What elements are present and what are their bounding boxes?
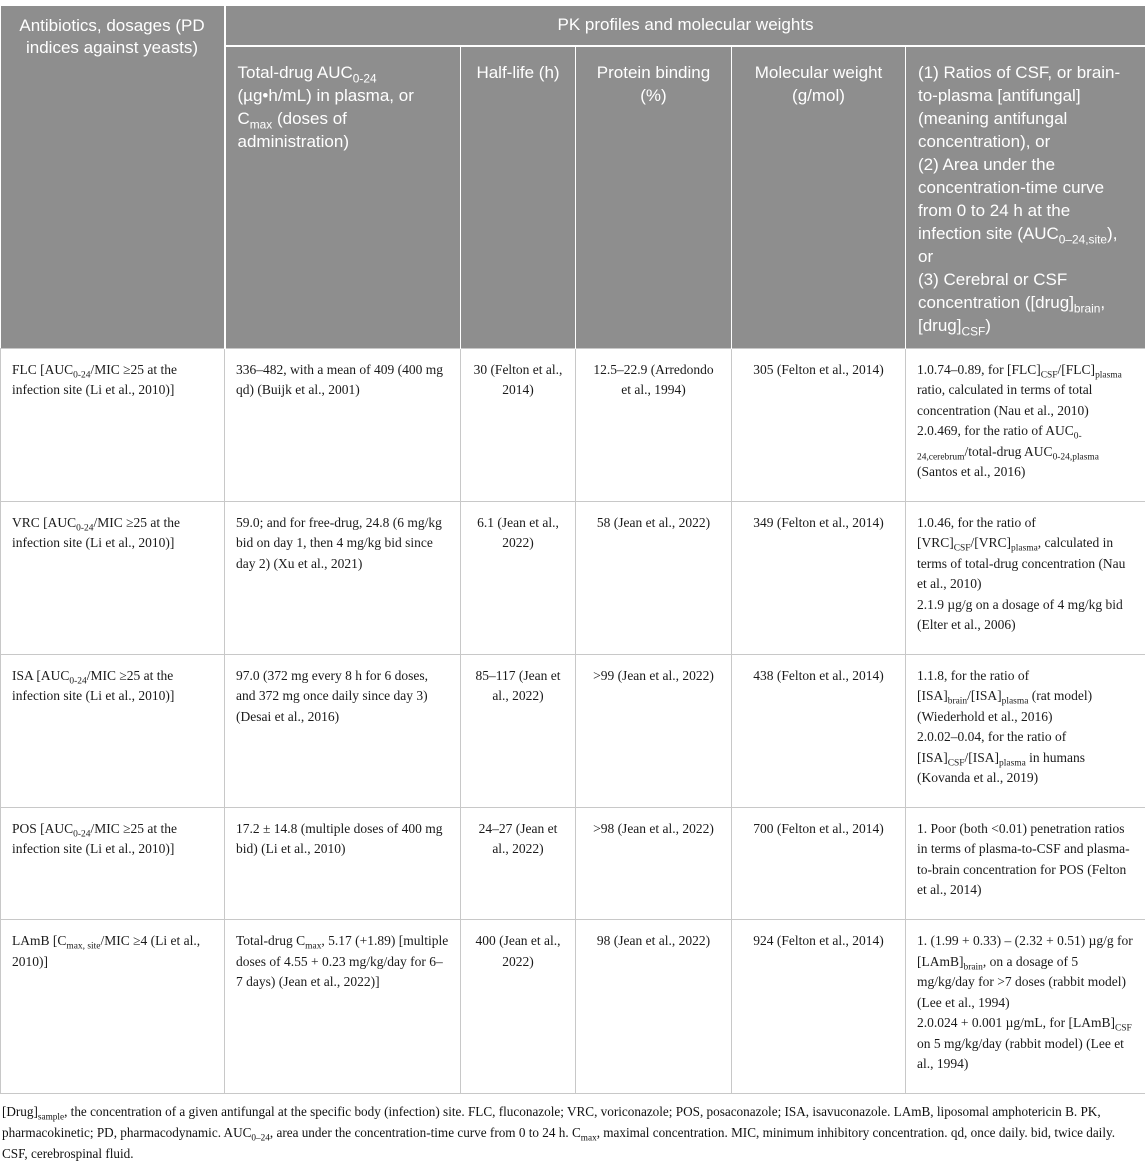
cell-auc: 17.2 ± 14.8 (multiple doses of 400 mg bid) (Li et al., 2010) xyxy=(225,807,461,919)
header-csf-brain-ratios: (1) Ratios of CSF, or brain-to-plasma [antifungal] (meaning antifungal concentration), or (2) Area under the concentration-time curve from 0 to 24 h at the infection site $(AUC_{0-24,site})$, or (3) Cerebral or CSF concentration ($[drug]_{brain}$, $[drug]_{CSF}$) xyxy=(906,46,1145,348)
cell-half-life: 400 (Jean et al., 2022) xyxy=(461,919,576,1093)
cell-molecular-weight: 305 (Felton et al., 2014) xyxy=(732,348,906,501)
header-group-pk-profiles: PK profiles and molecular weights xyxy=(225,6,1145,46)
header-molecular-weight: Molecular weight (g/mol) xyxy=(732,46,906,348)
cell-half-life: 6.1 (Jean et al., 2022) xyxy=(461,501,576,654)
cell-protein-binding: 58 (Jean et al., 2022) xyxy=(576,501,732,654)
table-row-vrc xyxy=(1,501,1145,654)
cell-molecular-weight: 349 (Felton et al., 2014) xyxy=(732,501,906,654)
cell-protein-binding: >98 (Jean et al., 2022) xyxy=(576,807,732,919)
header-total-drug-auc: Total-drug $AUC_{0-24}$ (µg•h/mL) in plasma, or $C_{max}$ (doses of administration) xyxy=(225,46,461,348)
cell-ratios: 1.0.46, for the ratio of $[VRC]_{CSF}/[VRC]_{plasma}$, calculated in terms of total-drug concentration (Nau et al., 2010) 2.1.9 µg/g on a dosage of 4 mg/kg bid (Elter et al., 2006) xyxy=(906,501,1145,654)
table-body xyxy=(1,348,1145,1093)
table-footnote: $[Drug]_{sample}$, the concentration of a given antifungal at the specific body (infection) site. FLC, fluconazole; VRC, voriconazole; POS, posaconazole; ISA, isavuconazole. LAmB, liposomal amphotericin B. PK, pharmacokinetic; PD, pharmacodynamic. $AUC_{0-24}$, area under the concentration-time curve from 0 to 24 h. $C_{max}$, maximal concentration. MIC, minimum inhibitory concentration. qd, once daily. bid, twice daily. CSF, cerebrospinal fluid. xyxy=(2,1101,1143,1174)
pk-profiles-table xyxy=(0,6,1145,1094)
cell-protein-binding: 98 (Jean et al., 2022) xyxy=(576,919,732,1093)
cell-ratios: 1.0.74–0.89, for $[FLC]_{CSF}/[FLC]_{plasma}$ ratio, calculated in terms of total concentration (Nau et al., 2010) 2.0.469, for the ratio of $AUC_{0-24,cerebrum}/total$-drug $AUC_{0-24,plasma}$ (Santos et al., 2016) xyxy=(906,348,1145,501)
cell-drug: POS [$AUC_{0-24}$/MIC ≥25 at the infection site (Li et al., 2010)] xyxy=(1,807,225,919)
cell-ratios: 1.1.8, for the ratio of $[ISA]_{brain}/[ISA]_{plasma}$ (rat model) (Wiederhold et al., 2016) 2.0.02–0.04, for the ratio of $[ISA]_{CSF}/[ISA]_{plasma}$ in humans (Kovanda et al., 2019) xyxy=(906,654,1145,807)
cell-drug: ISA [$AUC_{0-24}$/MIC ≥25 at the infection site (Li et al., 2010)] xyxy=(1,654,225,807)
cell-drug: VRC [$AUC_{0-24}$/MIC ≥25 at the infection site (Li et al., 2010)] xyxy=(1,501,225,654)
cell-half-life: 24–27 (Jean et al., 2022) xyxy=(461,807,576,919)
cell-protein-binding: >99 (Jean et al., 2022) xyxy=(576,654,732,807)
cell-ratios: 1. (1.99 + 0.33) – (2.32 + 0.51) µg/g for $[LAmB]_{brain}$, on a dosage of 5 mg/kg/day for >7 doses (rabbit model) (Lee et al., 1994) 2.0.024 + 0.001 µg/mL, for $[LAmB]_{CSF}$ on 5 mg/kg/day (rabbit model) (Lee et al., 1994) xyxy=(906,919,1145,1093)
table-header xyxy=(1,6,1145,348)
cell-auc: 59.0; and for free-drug, 24.8 (6 mg/kg bid on day 1, then 4 mg/kg bid since day 2) (Xu et al., 2021) xyxy=(225,501,461,654)
cell-half-life: 30 (Felton et al., 2014) xyxy=(461,348,576,501)
table-row-flc xyxy=(1,348,1145,501)
cell-ratios: 1. Poor (both <0.01) penetration ratios in terms of plasma-to-CSF and plasma-to-brain concentration for POS (Felton et al., 2014) xyxy=(906,807,1145,919)
cell-molecular-weight: 924 (Felton et al., 2014) xyxy=(732,919,906,1093)
cell-auc: 336–482, with a mean of 409 (400 mg qd) (Buijk et al., 2001) xyxy=(225,348,461,501)
cell-drug: LAmB [$C_{max, site}$/MIC ≥4 (Li et al., 2010)] xyxy=(1,919,225,1093)
cell-half-life: 85–117 (Jean et al., 2022) xyxy=(461,654,576,807)
header-group-row xyxy=(1,6,1145,46)
table-row-pos xyxy=(1,807,1145,919)
cell-drug: FLC [$AUC_{0-24}$/MIC ≥25 at the infection site (Li et al., 2010)] xyxy=(1,348,225,501)
cell-auc: Total-drug $C_{max}$, 5.17 (+1.89) [multiple doses of 4.55 + 0.23 mg/kg/day for 6–7 days) (Jean et al., 2022)] xyxy=(225,919,461,1093)
table-row-isa xyxy=(1,654,1145,807)
cell-auc: 97.0 (372 mg every 8 h for 6 doses, and 372 mg once daily since day 3) (Desai et al., 2016) xyxy=(225,654,461,807)
cell-protein-binding: 12.5–22.9 (Arredondo et al., 1994) xyxy=(576,348,732,501)
header-protein-binding: Protein binding (%) xyxy=(576,46,732,348)
header-antibiotics-dosages: Antibiotics, dosages (PD indices against yeasts) xyxy=(1,6,225,348)
cell-molecular-weight: 700 (Felton et al., 2014) xyxy=(732,807,906,919)
header-half-life: Half-life (h) xyxy=(461,46,576,348)
table-row-lamb xyxy=(1,919,1145,1093)
cell-molecular-weight: 438 (Felton et al., 2014) xyxy=(732,654,906,807)
